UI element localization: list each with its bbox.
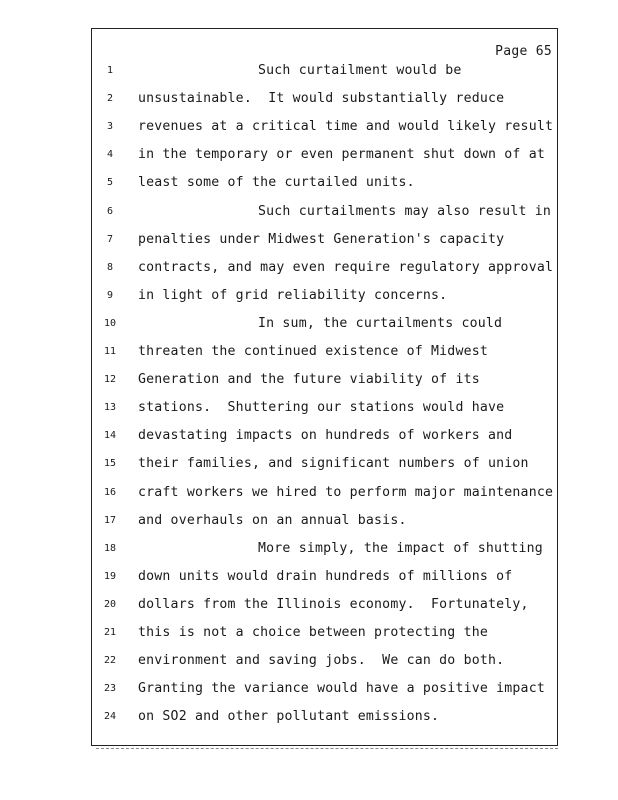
transcript-line xyxy=(0,625,618,653)
line-number: 4 xyxy=(106,149,114,161)
line-number: 5 xyxy=(106,177,114,189)
line-number: 9 xyxy=(106,289,114,301)
line-number: 6 xyxy=(106,205,114,217)
line-text: craft workers we hired to perform major maintenance xyxy=(138,484,554,500)
transcript-line xyxy=(0,653,618,681)
line-number: 10 xyxy=(103,317,117,329)
transcript-line xyxy=(0,681,618,709)
transcript-line xyxy=(0,344,618,372)
line-text: Granting the variance would have a positive impact xyxy=(138,681,545,697)
transcript-line xyxy=(0,119,618,147)
line-number: 21 xyxy=(103,627,117,638)
line-text: penalties under Midwest Generation's capacity xyxy=(138,231,505,247)
line-number: 1 xyxy=(106,65,114,76)
line-text: stations. Shuttering our stations would have xyxy=(138,400,505,416)
transcript-line xyxy=(0,456,618,484)
line-number: 22 xyxy=(103,655,117,667)
transcript-line xyxy=(0,175,618,203)
line-text: on SO2 and other pollutant emissions. xyxy=(138,709,440,725)
transcript-line xyxy=(0,260,618,288)
line-text: in the temporary or even permanent shut down of at xyxy=(138,147,545,163)
line-text: Such curtailment would be xyxy=(258,63,462,78)
transcript-line xyxy=(0,428,618,456)
transcript-line xyxy=(0,204,618,232)
bottom-dashed-edge xyxy=(96,748,558,749)
line-number: 7 xyxy=(106,233,114,245)
transcript-line xyxy=(0,569,618,597)
line-number: 11 xyxy=(103,346,117,357)
line-number: 19 xyxy=(103,570,117,582)
line-text: More simply, the impact of shutting xyxy=(258,540,543,556)
line-number: 24 xyxy=(103,711,117,723)
line-text: threaten the continued existence of Midwest xyxy=(138,344,489,359)
transcript-line xyxy=(0,485,618,513)
line-text: dollars from the Illinois economy. Fortunately, xyxy=(138,596,529,612)
line-number: 18 xyxy=(103,542,117,554)
line-text: Generation and the future viability of its xyxy=(138,372,480,388)
line-number: 2 xyxy=(106,93,114,105)
line-text: least some of the curtailed units. xyxy=(138,175,415,191)
transcript-line xyxy=(0,597,618,625)
line-number: 8 xyxy=(106,261,114,273)
line-number: 17 xyxy=(103,514,117,526)
line-number: 3 xyxy=(106,121,114,133)
transcript-line xyxy=(0,513,618,541)
line-text: revenues at a critical time and would likely result xyxy=(138,119,554,135)
transcript-line xyxy=(0,91,618,119)
line-text: their families, and significant numbers of union xyxy=(138,456,529,472)
line-text: Such curtailments may also result in xyxy=(258,203,552,219)
transcript-line xyxy=(0,232,618,260)
transcript-line xyxy=(0,147,618,175)
line-text: unsustainable. It would substantially reduce xyxy=(138,91,505,107)
line-text: this is not a choice between protecting the xyxy=(138,625,489,640)
page-number: Page 65 xyxy=(495,44,552,59)
line-number: 16 xyxy=(103,486,117,498)
line-text: down units would drain hundreds of millions of xyxy=(138,568,513,584)
line-number: 23 xyxy=(103,683,117,695)
line-text: and overhauls on an annual basis. xyxy=(138,512,407,528)
transcript-line xyxy=(0,541,618,569)
transcript-line xyxy=(0,372,618,400)
line-text: devastating impacts on hundreds of workers and xyxy=(138,428,513,444)
transcript-line xyxy=(0,288,618,316)
line-text: In sum, the curtailments could xyxy=(258,315,503,331)
transcript-line xyxy=(0,709,618,737)
transcript-line xyxy=(0,63,618,91)
line-text: environment and saving jobs. We can do both. xyxy=(138,653,505,669)
transcript-line xyxy=(0,316,618,344)
line-text: in light of grid reliability concerns. xyxy=(138,287,448,303)
line-number: 13 xyxy=(103,402,117,414)
transcript-line xyxy=(0,400,618,428)
line-text: contracts, and may even require regulatory approval xyxy=(138,259,554,275)
line-number: 20 xyxy=(103,598,117,610)
line-number: 14 xyxy=(103,430,117,442)
line-number: 15 xyxy=(103,458,117,470)
line-number: 12 xyxy=(103,374,117,386)
